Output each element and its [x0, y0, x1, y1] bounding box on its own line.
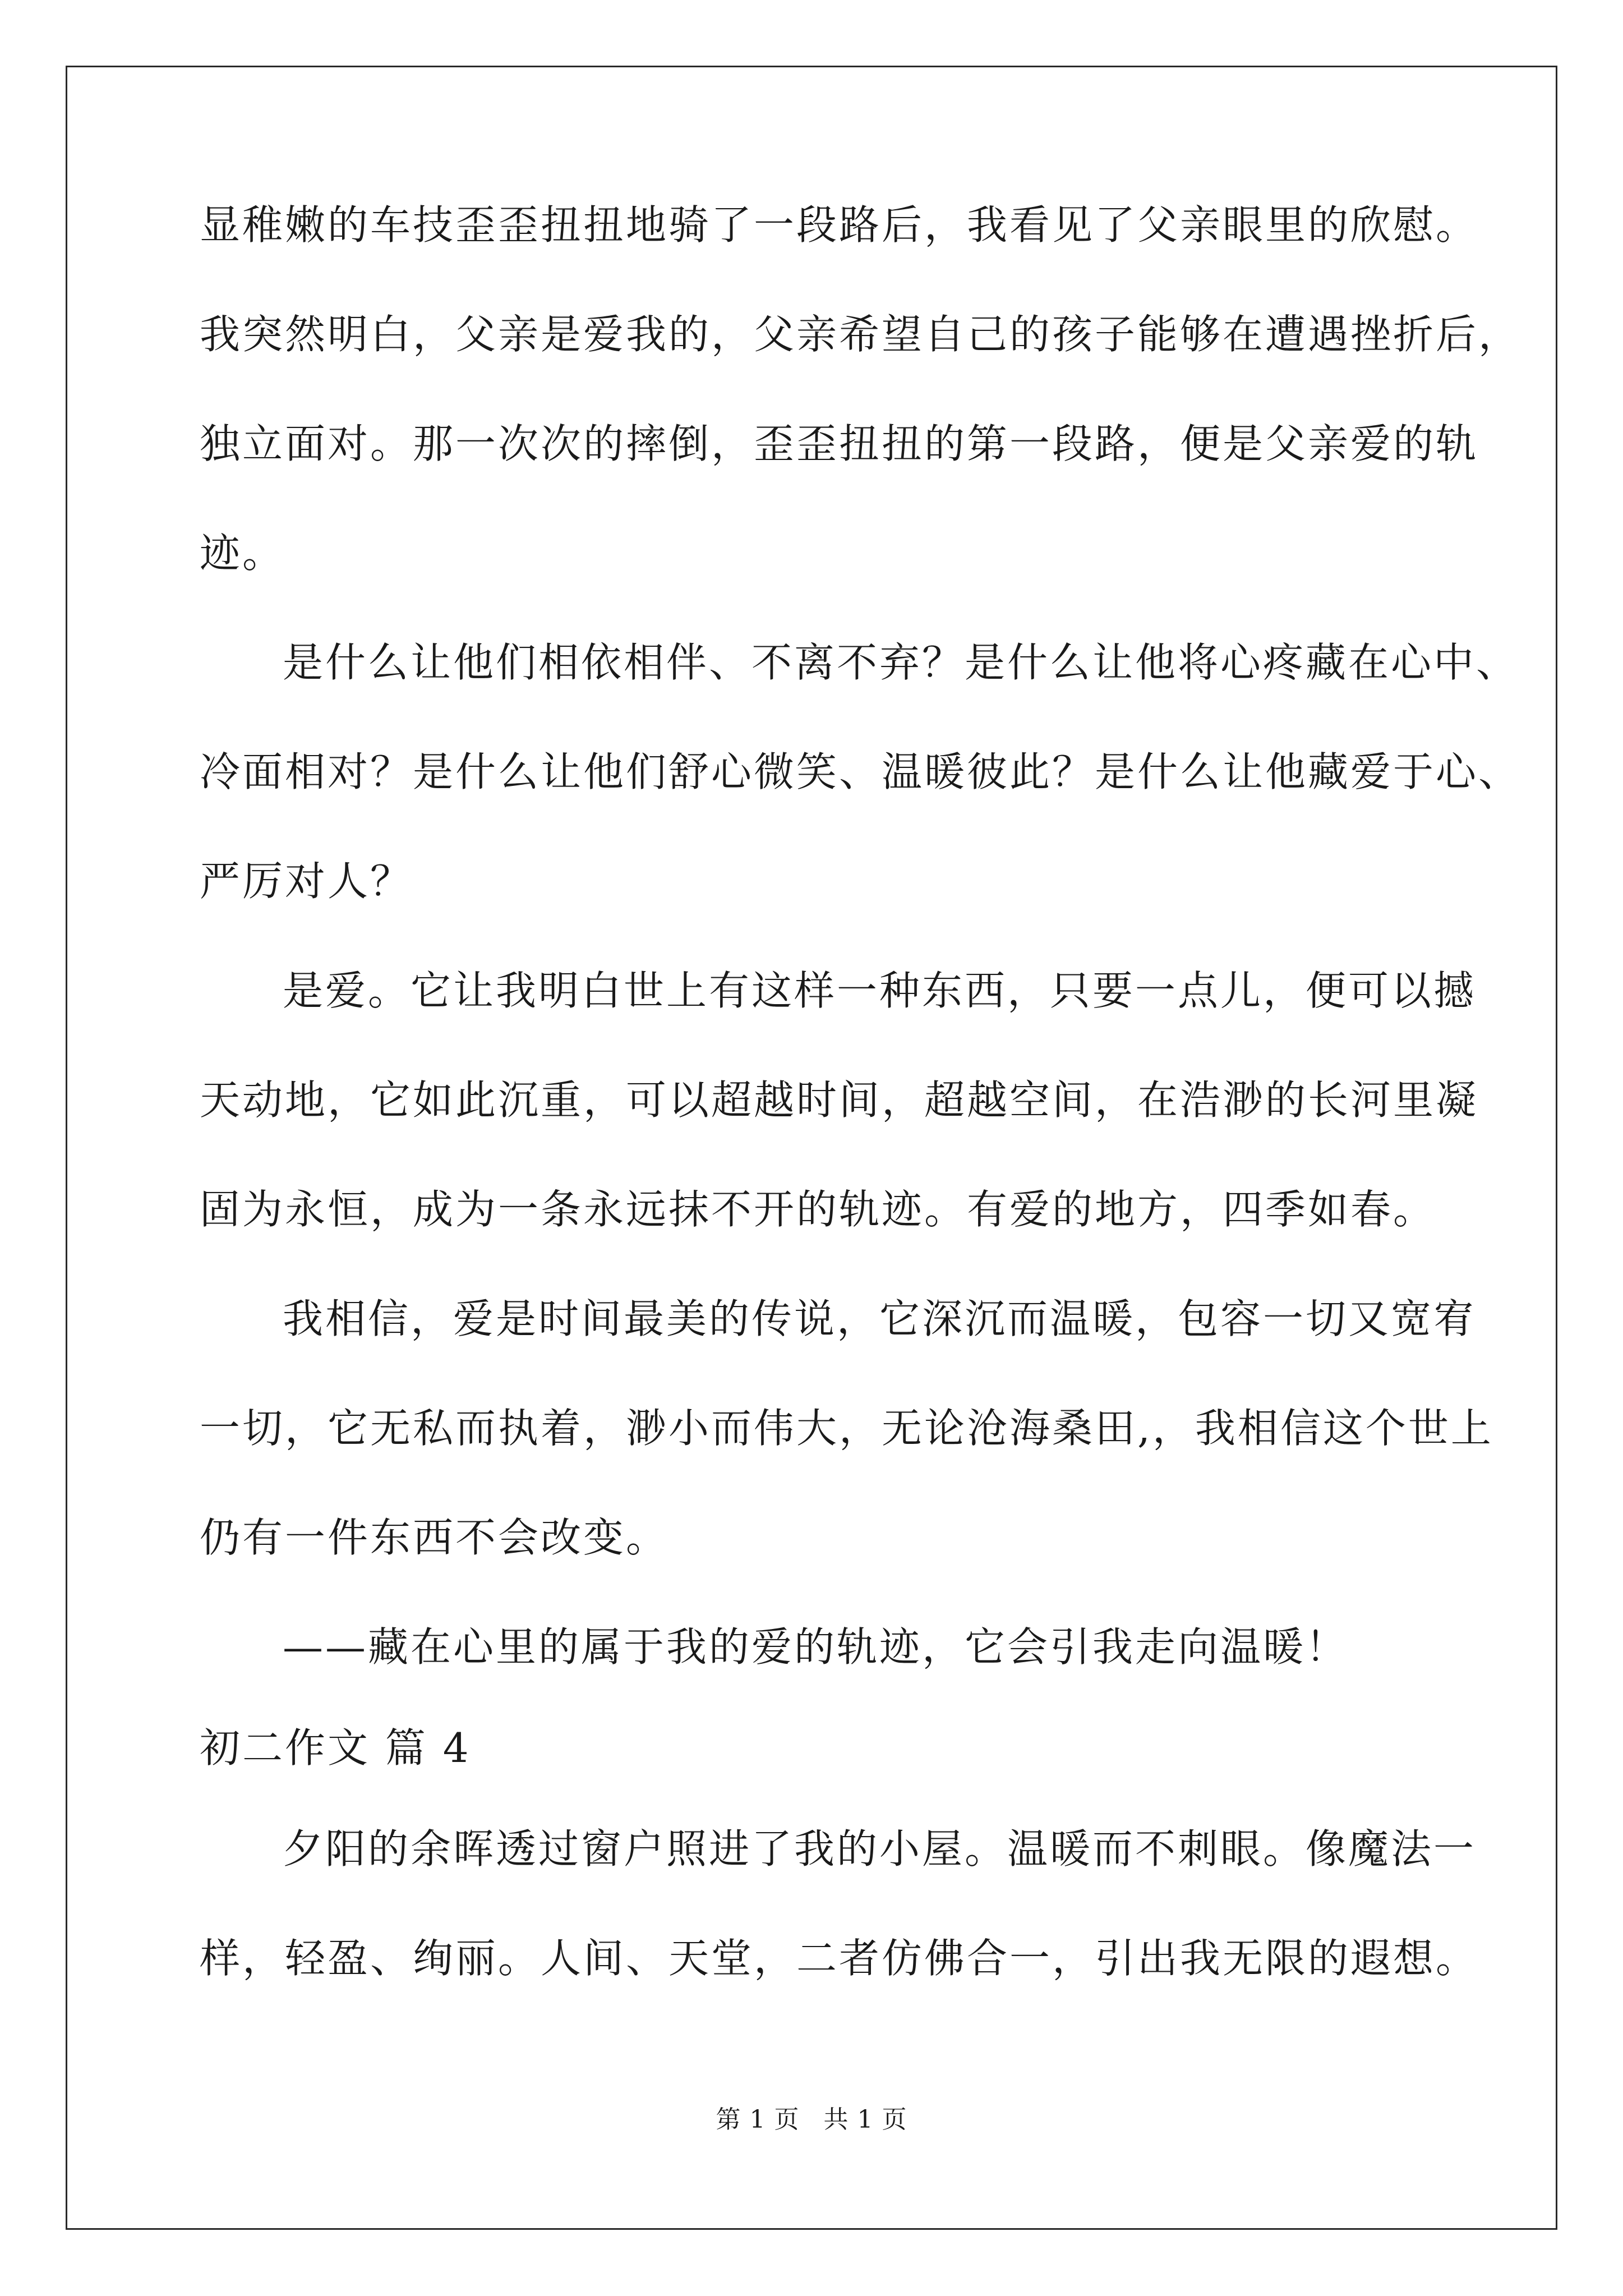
text-line: 固为永恒，成为一条永远抹不开的轨迹。有爱的地方，四季如春。 [200, 1186, 1436, 1233]
text-line: 严厉对人？ [200, 858, 413, 905]
paragraph-start-line: 我相信，爱是时间最美的传说，它深沉而温暖，包容一切又宽宥 [283, 1295, 1477, 1342]
text-line: 冷面相对？是什么让他们舒心微笑、温暖彼此？是什么让他藏爱于心、 [200, 748, 1521, 795]
page-footer [0, 2099, 1623, 2135]
text-line: 迹。 [200, 530, 285, 577]
text-line: 样，轻盈、绚丽。人间、天堂，二者仿佛合一，引出我无限的遐想。 [200, 1935, 1479, 1982]
text-line: 仍有一件东西不会改变。 [200, 1514, 669, 1561]
closing-line: ——藏在心里的属于我的爱的轨迹，它会引我走向温暖！ [283, 1623, 1349, 1671]
page-border [66, 66, 1557, 2230]
page-number: 第 1 页 [716, 2105, 800, 2134]
paragraph-start-line: 夕阳的余晖透过窗户照进了我的小屋。温暖而不刺眼。像魔法一 [283, 1825, 1477, 1872]
text-line: 显稚嫩的车技歪歪扭扭地骑了一段路后，我看见了父亲眼里的欣慰。 [200, 201, 1479, 249]
paragraph-start-line: 是爱。它让我明白世上有这样一种东西，只要一点儿，便可以撼 [283, 967, 1477, 1014]
text-line: 独立面对。那一次次的摔倒，歪歪扭扭的第一段路，便是父亲爱的轨 [200, 420, 1479, 467]
paragraph-start-line: 是什么让他们相依相伴、不离不弃？是什么让他将心疼藏在心中、 [283, 639, 1519, 686]
text-line: 我突然明白，父亲是爱我的，父亲希望自己的孩子能够在遭遇挫折后， [200, 311, 1521, 358]
text-line: 一切，它无私而执着，渺小而伟大，无论沧海桑田,，我相信这个世上 [200, 1405, 1493, 1452]
page-total: 共 1 页 [823, 2105, 907, 2134]
text-line: 天动地，它如此沉重，可以超越时间，超越空间，在浩渺的长河里凝 [200, 1076, 1479, 1124]
section-heading: 初二作文 篇 4 [200, 1724, 471, 1772]
